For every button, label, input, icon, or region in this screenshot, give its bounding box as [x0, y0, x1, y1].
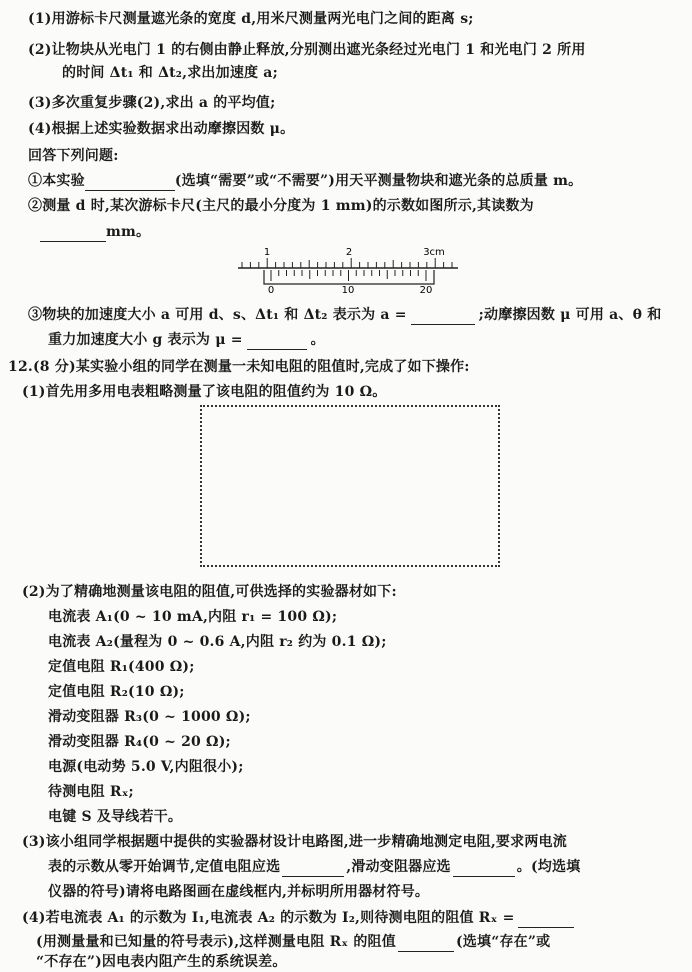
step-3-text-b: 表的示数从零开始调节,定值电阻应选 [48, 859, 281, 875]
step-2-line-2: 的时间 Δt₁ 和 Δt₂,求出加速度 a; [62, 65, 278, 81]
problem-12-step-2: (2)为了精确地测量该电阻的阻值,可供选择的实验器材如下: [22, 584, 397, 600]
vernier-label-20: 20 [419, 285, 433, 296]
problem-12-step-3-line-3: 仪器的符号)请将电路图画在虚线框内,并标明所用器材符号。 [48, 884, 430, 900]
answer-blank-3[interactable] [411, 308, 475, 325]
step-4-text-b: (用测量量和已知量的符号表示),这样测量电阻 Rₓ 的阻值 [36, 934, 396, 950]
answer-blank-1[interactable] [85, 174, 175, 191]
step-3-text-c: ,滑动变阻器应选 [346, 859, 451, 875]
problem-12-step-4-line-1 [22, 908, 574, 928]
problem-12-step-4-line-3: “不存在”)因电表内阻产生的系统误差。 [36, 954, 287, 970]
question-1 [28, 171, 582, 191]
equipment-item: 定值电阻 R₁(400 Ω); [48, 659, 195, 675]
step-3: (3)多次重复步骤(2),求出 a 的平均值; [28, 95, 276, 111]
vernier-scale [264, 270, 434, 284]
questions-heading: 回答下列问题: [28, 148, 119, 164]
question-3-text-c: 重力加速度大小 g 表示为 μ = [48, 332, 243, 348]
main-label-3: 3cm [423, 247, 445, 258]
question-3-text-a: ③物块的加速度大小 a 可用 d、s、Δt₁ 和 Δt₂ 表示为 a = [28, 307, 407, 323]
answer-blank-rheostat[interactable] [453, 860, 515, 877]
step-4-text-a: (4)若电流表 A₁ 的示数为 I₁,电流表 A₂ 的示数为 I₂,则待测电阻的阻值 Rₓ = [22, 910, 515, 926]
equipment-item: 电流表 A₁(0 ~ 10 mA,内阻 r₁ = 100 Ω); [48, 609, 338, 625]
problem-12-title: 12.(8 分)某实验小组的同学在测量一未知电阻的阻值时,完成了如下操作: [8, 359, 470, 375]
step-4-text-c: (选填“存在”或 [455, 934, 551, 950]
answer-blank-2[interactable] [40, 225, 106, 242]
vernier-label-0: 0 [267, 285, 275, 296]
question-3-text-d: 。 [310, 332, 325, 348]
problem-12-step-1: (1)首先用多用电表粗略测量了该电阻的阻值约为 10 Ω。 [22, 384, 387, 400]
step-2-line-1: (2)让物块从光电门 1 的右侧由静止释放,分别测出遮光条经过光电门 1 和光电门 2 所用 [28, 42, 586, 58]
step-4: (4)根据上述实验数据求出动摩擦因数 μ。 [28, 121, 295, 137]
question-1-text-b: (选填“需要”或“不需要”)用天平测量物块和遮光条的总质量 m。 [174, 173, 583, 189]
equipment-item: 定值电阻 R₂(10 Ω); [48, 684, 185, 700]
equipment-item: 电键 S 及导线若干。 [48, 809, 183, 825]
answer-blank-4[interactable] [247, 333, 307, 350]
question-3-line-2 [48, 330, 325, 350]
equipment-item: 滑动变阻器 R₃(0 ~ 1000 Ω); [48, 709, 251, 725]
vernier-label-10: 10 [341, 285, 355, 296]
equipment-item: 电源(电动势 5.0 V,内阻很小); [48, 759, 244, 775]
problem-12-step-3-line-1: (3)该小组同学根据题中提供的实验器材设计电路图,进一步精确地测定电阻,要求两电流 [22, 834, 567, 850]
question-2-unit: mm。 [106, 224, 151, 240]
step-1: (1)用游标卡尺测量遮光条的宽度 d,用米尺测量两光电门之间的距离 s; [28, 11, 474, 27]
equipment-item: 待测电阻 Rₓ; [48, 784, 134, 800]
problem-12-step-3-line-2 [48, 857, 580, 877]
answer-blank-error[interactable] [398, 935, 454, 952]
circuit-drawing-box[interactable] [200, 405, 500, 567]
answer-blank-fixed-resistor[interactable] [282, 860, 344, 877]
equipment-item: 电流表 A₂(量程为 0 ~ 0.6 A,内阻 r₂ 约为 0.1 Ω); [48, 634, 387, 650]
problem-12-step-4-line-2 [36, 932, 550, 952]
question-3-line-1 [28, 305, 661, 325]
main-scale-ticks [242, 258, 452, 268]
answer-blank-rx[interactable] [518, 911, 574, 928]
vernier-caliper-figure [234, 244, 464, 300]
main-label-2: 2 [345, 247, 353, 258]
equipment-item: 滑动变阻器 R₄(0 ~ 20 Ω); [48, 734, 231, 750]
main-label-1: 1 [263, 247, 271, 258]
question-1-text-a: ①本实验 [28, 173, 85, 189]
question-2-line-2 [40, 222, 150, 242]
question-3-text-b: ;动摩擦因数 μ 可用 a、θ 和 [478, 307, 662, 323]
question-2-line-1: ②测量 d 时,某次游标卡尺(主尺的最小分度为 1 mm)的示数如图所示,其读数为 [28, 198, 534, 214]
step-3-text-d: 。(均选填 [516, 859, 581, 875]
